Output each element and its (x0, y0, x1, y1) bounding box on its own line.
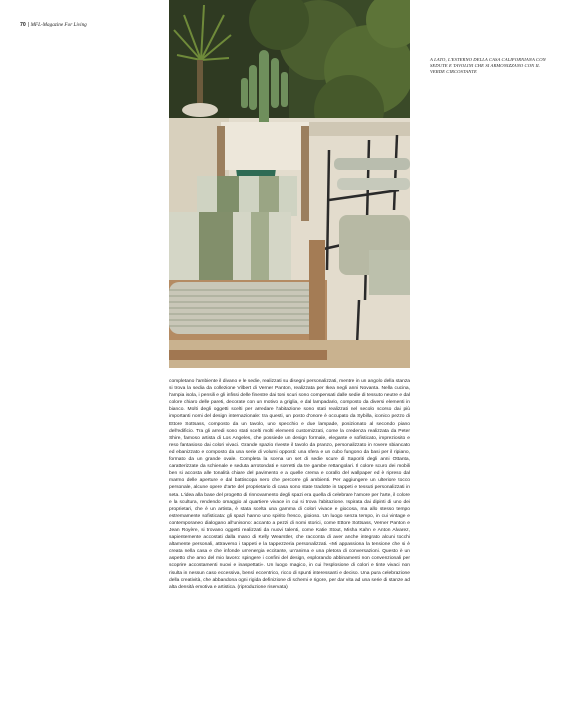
photo-caption: A LATO, L'ESTERNO DELLA CASA CALIFORNIANA CON SEDUTE E TAVOLINI CHE SI ARMONIZZANO CON IL VERDE CIRCOSTANTE (430, 57, 546, 75)
page-number: 70 (20, 22, 26, 28)
patio-photo (169, 0, 410, 368)
magazine-name: MFL-Magazine For Living (30, 22, 87, 28)
article-body: completano l'ambiente il divano e le sedie, realizzati su disegni personalizzati, mentre in un angolo della stanza si trova la sedia da collezione Vilbert di Verner Panton, realizzata per Ikea negli anni Novanta. Nella cucina, l'ampia isola, i pensili e gli infissi delle finestre dai toni scuri sono compensati dalle sedie di tessuto neutre e dal colore chiaro delle pareti, decorate con un motivo a griglia, e dal lampadario, composto da diversi elementi in bianco. Molti degli oggetti scelti per arredare l'abitazione sono stati realizzati nel secolo scorso dai più importanti nomi del design internazionale: tra questi, un posto d'onore è occupato da Sybilla, iconico pezzo di Ettore Sottsass, composto da un tavolo, uno specchio e due lampade, posizionato al secondo piano dell'edificio. Tra gli arredi sono stati scelti molti elementi customizzati, come la credenza realizzata da Peter Shire, famoso artista di Los Angeles, che possiede un design formale, elegante e sofisticato, impreziosito e reso fantasioso dai colori vivaci. Grande spazio riveste il tavolo da pranzo, personalizzato in rovere sbiancato ed ebanizzato e composto da una serie di volumi opposti: una sfera e un cubo fungono da basi per il ripiano, formato da un grande ovale. Completa la scena un set di sedie scure di Saporiti degli anni Ottanta, caratterizzate da schienale e seduta arrotondati e sorretti da tre gambe rettangolari. Il colore scuro dei mobili ben si accosta alle tonalità chiare del pavimento e a quelle crema e corallo del wallpaper ed è ripreso dal marmo delle aperture e dal battiscopa nero che percorre gli ambienti. Per aggiungere un ulteriore tocco personale, alcune opere d'arte del proprietario di casa sono state tradotte in tappeti e tessuti personalizzati in seta. L'idea alla base del progetto di rinnovamento degli spazi era quella di celebrare l'amore per l'arte, il colore e la scultura, rendendo omaggio al quartiere vivace in cui si trova l'abitazione. Ispirata dai dipinti di uno dei proprietari, che è un artista, è stata scelta una gamma di colori vivace e giocosa, ma allo stesso tempo estremamente sofisticata: gli spazi hanno uno spirito fresco, gioioso. Un luogo senza tempo, in cui vintage e contemporaneo dialogano all'unisono: accanto a pezzi di nomi storici, come Ettore Sottsass, Verner Panton e Jean Royère, si trovano oggetti realizzati da nuovi talenti, come Katie Stout, Misha Kahn e Anton Alvarez, sapientemente accostati dalla mano di Kelly Wearstler, che racconta di aver anche integrato alcuni tocchi altamente personali, attraverso i tappeti e la tappezzeria personalizzati. «Mi appassiona la tensione che si è creata nella casa e che infonde un'energia eccitante, un'anima e una pletora di conversazioni. Questo è un aspetto che amo del mio lavoro: spingere i confini del design, esplorando abbinamenti non convenzionali per scoprire accostamenti nuovi e inaspettati». Un luogo magico, in cui l'esplosione di colori e tinte vivaci non risulta in nessun caso eccessiva, bensì eccentrico, ricco di spunti interessanti e deciso. Una pura celebrazione della creatività, che abbandona ogni rigida definizione di schemi e rigore, per dar vita ad una serie di stanze ad alta densità emotiva e artistica. (riproduzione riservata) (169, 379, 410, 590)
page-header: 70 | MFL-Magazine For Living (20, 22, 87, 28)
